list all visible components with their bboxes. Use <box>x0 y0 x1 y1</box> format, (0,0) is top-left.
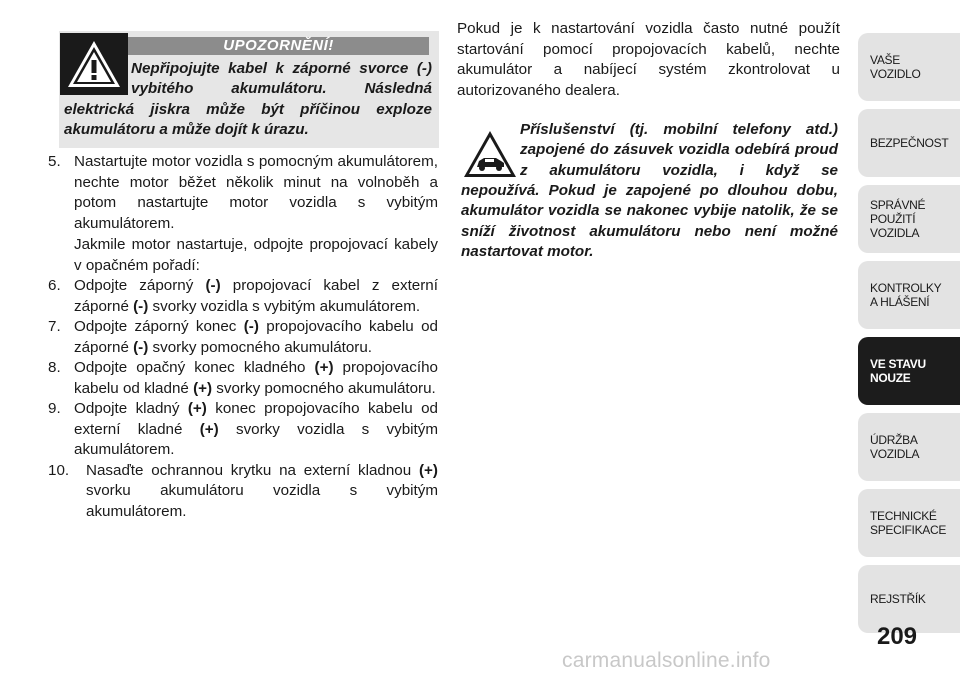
step-number: 8. <box>48 359 61 376</box>
warning-header: UPOZORNĚNÍ! <box>128 37 429 55</box>
minus-sign: (-) <box>243 318 259 335</box>
step-text: Odpojte opačný konec kladného <box>74 359 306 376</box>
minus-sign: (-) <box>133 297 149 315</box>
step-number: 9. <box>48 400 61 417</box>
step-text: svorku akumulátoru vozidla s vybitým akumulátorem. <box>86 482 438 520</box>
step-text: konec propojovacího kabelu od externí kladné <box>74 400 438 438</box>
step-10 <box>48 461 438 523</box>
step-text: svorky pomocného akumulátoru. <box>216 379 436 397</box>
step-text: Odpojte záporný konec <box>74 318 237 335</box>
tab-label: VE STAVU NOUZE <box>870 357 926 385</box>
step-5 <box>48 152 438 234</box>
warning-text-rest: elektrická jiskra může být příčinou exploze akumulátoru a může dojít k úrazu. <box>64 101 432 139</box>
plus-sign: (+) <box>419 461 438 479</box>
tab-label: REJSTŘÍK <box>870 592 926 606</box>
step-number: 6. <box>48 277 61 294</box>
tab-ve-stavu-nouze[interactable] <box>858 337 960 405</box>
step-text: svorky vozidla s vybitým akumulátorem. <box>74 420 438 458</box>
car-battery-warning-icon <box>462 128 518 180</box>
tab-kontrolky[interactable] <box>858 261 960 329</box>
step-5-subpara: Jakmile motor nastartuje, odpojte propojovací kabely v opačném pořadí: <box>74 236 438 274</box>
tab-label: SPRÁVNÉ POUŽITÍ VOZIDLA <box>870 198 926 240</box>
minus-sign: (-) <box>205 277 221 294</box>
step-text: propojovací kabel z externí záporné <box>74 277 438 315</box>
step-number: 10. <box>48 461 70 479</box>
step-text: Nastartujte motor vozidla s pomocným akumulátorem, nechte motor běžet několik minut na volnoběh a potom nastartujte motor vozidla s vybitým akumulátorem. <box>74 153 438 232</box>
step-text: svorky pomocného akumulátoru. <box>152 338 373 356</box>
tab-bezpecnost[interactable] <box>858 109 960 177</box>
step-text: propojovacího kabelu od kladné <box>74 359 438 397</box>
note-text-rest: nepoužívá. Pokud je zapojené po dlouhou dobu, akumulátor vozidla se nakonec vybije natolik, že se sníží životnost akumulátoru nebo není možné nastartovat motor. <box>461 182 838 261</box>
plus-sign: (+) <box>193 379 213 397</box>
tab-label: VAŠE VOZIDLO <box>870 53 921 81</box>
warning-triangle-icon <box>60 33 128 95</box>
tab-label: ÚDRŽBA VOZIDLA <box>870 433 920 461</box>
step-9 <box>48 399 438 461</box>
minus-sign: (-) <box>133 338 149 356</box>
tab-udrzba[interactable] <box>858 413 960 481</box>
plus-sign: (+) <box>187 400 207 417</box>
step-number: 5. <box>48 153 61 170</box>
step-text: Nasaďte ochrannou krytku na externí kladnou <box>86 461 412 479</box>
tab-label: TECHNICKÉ SPECIFIKACE <box>870 509 947 537</box>
steps-list <box>48 152 438 522</box>
step-8 <box>48 358 438 399</box>
step-number: 7. <box>48 318 61 335</box>
step-6 <box>48 276 438 317</box>
dealer-paragraph: Pokud je k nastartování vozidla často nutné použít startování pomocí propojovacích kabelů, nechte akumulátor a nabíjecí systém zkontrolovat u autorizovaného dealera. <box>457 20 840 99</box>
step-7 <box>48 317 438 358</box>
step-text: Odpojte záporný <box>74 277 194 294</box>
step-text: svorky vozidla s vybitým akumulátorem. <box>152 297 421 315</box>
plus-sign: (+) <box>314 359 334 376</box>
tab-technicke-specifikace[interactable] <box>858 489 960 557</box>
step-text: Odpojte kladný <box>74 400 180 417</box>
tab-vase-vozidlo[interactable] <box>858 33 960 101</box>
step-text: propojovacího kabelu od záporné <box>74 318 438 356</box>
plus-sign: (+) <box>199 420 219 438</box>
watermark: carmanualsonline.info <box>562 649 771 672</box>
tab-label: BEZPEČNOST <box>870 136 949 150</box>
warning-text-first: Nepřipojujte kabel k záporné svorce (-) vybitého akumulátoru. Následná <box>131 60 432 98</box>
note-text-first: Příslušenství (tj. mobilní telefony atd.) zapojené do zásuvek vozidla odebírá proud z akumulátoru vozidla, i když se <box>520 121 838 179</box>
tab-spravne-pouziti[interactable] <box>858 185 960 253</box>
page-number: 209 <box>876 623 918 650</box>
tab-label: KONTROLKY A HLÁŠENÍ <box>870 281 942 309</box>
